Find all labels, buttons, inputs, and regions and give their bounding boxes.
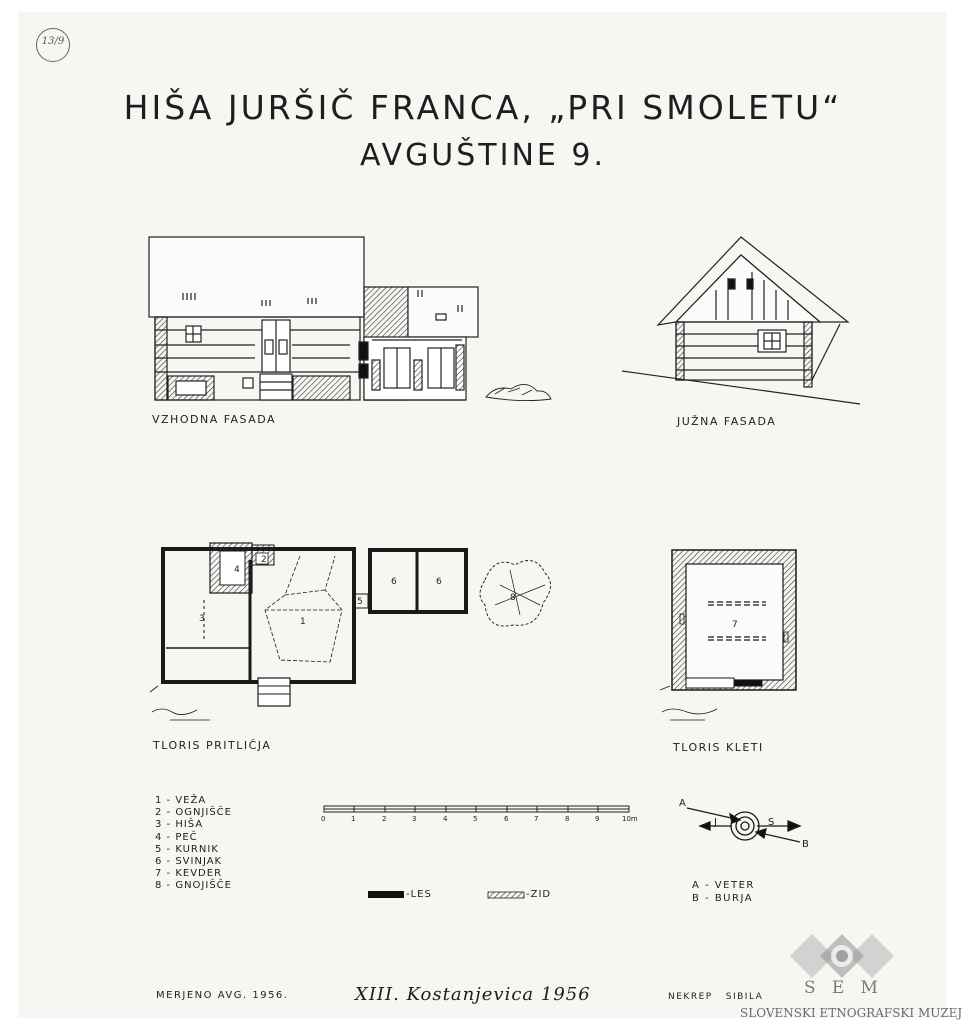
east-facade-drawing	[149, 237, 551, 401]
scale-tick: 0	[321, 815, 326, 823]
wall-label: -ZID	[526, 889, 552, 900]
wind-diagram	[687, 808, 800, 842]
scale-tick: 10m	[622, 815, 638, 823]
scale-tick: 3	[412, 815, 417, 823]
cellar-plan-drawing	[660, 550, 796, 720]
ground-plan-label: TLORIS PRITLIČJA	[153, 739, 272, 752]
wind-arrow-b-label: B	[802, 839, 811, 850]
legend-item: 7 - KEVDER	[155, 868, 223, 880]
legend-item: 4 - PEČ	[155, 831, 198, 843]
svg-text:1: 1	[300, 617, 306, 627]
svg-text:6: 6	[391, 577, 397, 587]
title-line-1: HIŠA JURŠIČ FRANCA, „PRI SMOLETU“	[123, 88, 843, 127]
wall-swatch	[488, 892, 524, 898]
measured-date: MERJENO AVG. 1956.	[156, 990, 289, 1001]
legend-item: 2 - OGNJIŠČE	[155, 807, 232, 819]
wind-arrow-a-label: A	[679, 798, 688, 809]
south-facade-drawing	[622, 237, 860, 404]
wood-label: -LES	[406, 889, 432, 900]
scale-bar	[324, 806, 629, 812]
scale-tick: 7	[534, 815, 539, 823]
legend-item: 3 - HIŠA	[155, 819, 204, 831]
scale-tick: 9	[595, 815, 600, 823]
legend-item: 5 - KURNIK	[155, 843, 219, 855]
wind-j-label: J	[714, 817, 719, 828]
room-legend	[155, 795, 232, 893]
wood-swatch	[368, 891, 404, 898]
scale-tick: 8	[565, 815, 570, 823]
south-facade-label: JUŽNA FASADA	[677, 415, 777, 428]
sem-letters: S E M	[804, 978, 878, 998]
museum-name: SLOVENSKI ETNOGRAFSKI MUZEJ	[740, 1006, 963, 1020]
catalog-mark-text: 13/9	[41, 36, 65, 47]
legend-item: 1 - VEŽA	[155, 795, 207, 806]
sem-logo-icon	[790, 934, 894, 978]
scale-tick: 6	[504, 815, 509, 823]
east-facade-label: VZHODNA FASADA	[152, 413, 277, 426]
cellar-plan-label: TLORIS KLETI	[673, 741, 764, 754]
legend-item: 6 - SVINJAK	[155, 856, 223, 868]
wind-legend-a: A - VETER	[692, 880, 755, 891]
scale-tick: 2	[382, 815, 387, 823]
scale-tick: 5	[473, 815, 478, 823]
svg-text:4: 4	[234, 565, 240, 575]
svg-text:5: 5	[357, 597, 363, 607]
wind-s-label: S	[768, 817, 776, 828]
title-line-2: AVGUŠTINE 9.	[359, 138, 607, 173]
ground-plan-drawing	[150, 543, 551, 720]
authors: NEKREP SIBILA	[668, 992, 764, 1002]
wind-legend-b: B - BURJA	[692, 893, 754, 904]
cellar-room-number: 7	[732, 620, 738, 630]
legend-item: 8 - GNOJIŠČE	[155, 880, 232, 892]
svg-text:6: 6	[436, 577, 442, 587]
svg-text:3: 3	[199, 614, 205, 624]
svg-text:2: 2	[261, 555, 267, 565]
svg-text:8: 8	[510, 593, 516, 603]
scale-tick: 4	[443, 815, 448, 823]
scale-tick: 1	[351, 815, 356, 823]
course-signature: XIII. Kostanjevica 1956	[355, 984, 591, 1005]
